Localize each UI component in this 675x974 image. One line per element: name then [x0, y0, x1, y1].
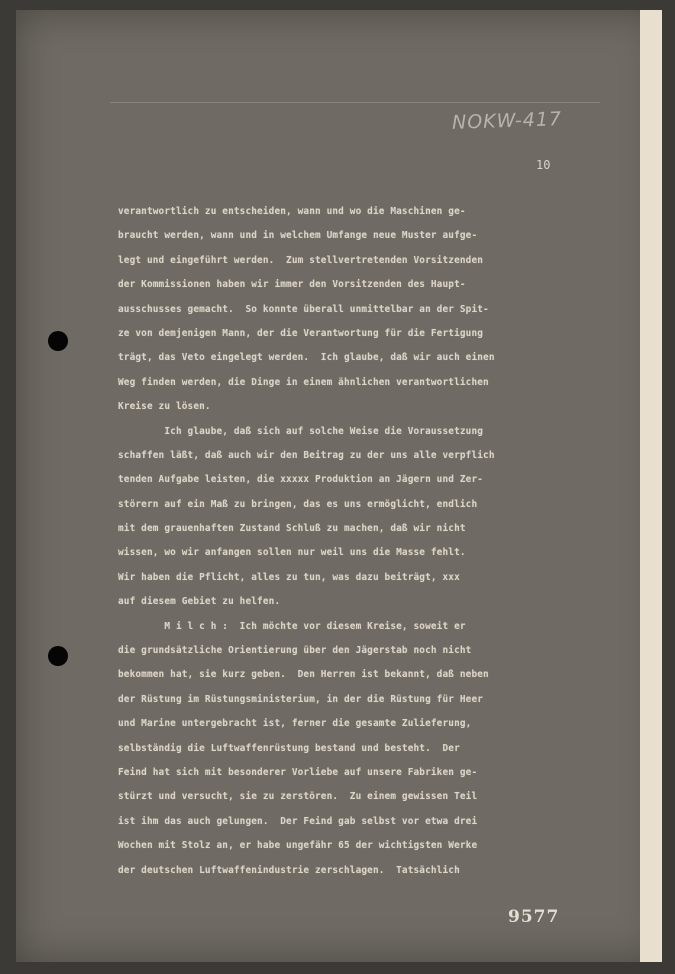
text-line: legt und eingeführt werden. Zum stellvertretenden Vorsitzenden: [118, 254, 484, 266]
text-line: M i l c h : Ich möchte vor diesem Kreise, soweit er: [118, 620, 466, 632]
typed-body: [118, 200, 608, 883]
text-line: der Rüstung im Rüstungsministerium, in der die Rüstung für Heer: [118, 693, 484, 705]
text-line: Ich glaube, daß sich auf solche Weise die Voraussetzung: [118, 425, 484, 437]
text-line: störern auf ein Maß zu bringen, das es uns ermöglicht, endlich: [118, 498, 478, 510]
text-line: verantwortlich zu entscheiden, wann und wo die Maschinen ge-: [118, 206, 466, 217]
text-line: schaffen läßt, daß auch wir den Beitrag zu der uns alle verpflich: [118, 449, 495, 461]
text-line: auf diesem Gebiet zu helfen.: [118, 596, 281, 608]
text-line: ze von demjenigen Mann, der die Verantwortung für die Fertigung: [118, 327, 484, 339]
text-line: wissen, wo wir anfangen sollen nur weil uns die Masse fehlt.: [118, 547, 466, 559]
text-line: Weg finden werden, die Dinge in einem ähnlichen verantwortlichen: [118, 376, 489, 388]
text-line: Kreise zu lösen.: [118, 401, 211, 413]
text-line: und Marine untergebracht ist, ferner die gesamte Zulieferung,: [118, 718, 472, 730]
top-rule: [110, 102, 600, 103]
footer-page-number: 9577: [508, 907, 560, 927]
page-number: 10: [536, 158, 551, 172]
text-line: tenden Aufgabe leisten, die xxxxx Produktion an Jägern und Zer-: [118, 474, 484, 486]
paper-edge: [640, 10, 662, 962]
text-line: Wochen mit Stolz an, er habe ungefähr 65 der wichtigsten Werke: [118, 840, 478, 852]
text-line: braucht werden, wann und in welchem Umfange neue Muster aufge-: [118, 230, 478, 242]
handwritten-document-id: NOKW-417: [451, 108, 563, 134]
text-line: bekommen hat, sie kurz geben. Den Herren ist bekannt, daß neben: [118, 669, 489, 681]
text-line: Wir haben die Pflicht, alles zu tun, was dazu beiträgt, xxx: [118, 571, 460, 583]
punch-hole-top: [48, 331, 68, 351]
text-line: die grundsätzliche Orientierung über den Jägerstab noch nicht: [118, 645, 472, 657]
punch-hole-bottom: [48, 646, 68, 666]
text-line: selbständig die Luftwaffenrüstung bestand und besteht. Der: [118, 742, 460, 754]
text-line: trägt, das Veto eingelegt werden. Ich glaube, daß wir auch einen: [118, 352, 495, 364]
text-line: der Kommissionen haben wir immer den Vorsitzenden des Haupt-: [118, 279, 466, 291]
text-line: Feind hat sich mit besonderer Vorliebe auf unsere Fabriken ge-: [118, 766, 478, 778]
text-line: ist ihm das auch gelungen. Der Feind gab selbst vor etwa drei: [118, 815, 478, 827]
text-line: mit dem grauenhaften Zustand Schluß zu machen, daß wir nicht: [118, 523, 466, 535]
text-line: ausschusses gemacht. So konnte überall unmittelbar an der Spit-: [118, 303, 489, 315]
text-line: der deutschen Luftwaffenindustrie zerschlagen. Tatsächlich: [118, 864, 460, 876]
text-line: stürzt und versucht, sie zu zerstören. Zu einem gewissen Teil: [118, 791, 478, 803]
